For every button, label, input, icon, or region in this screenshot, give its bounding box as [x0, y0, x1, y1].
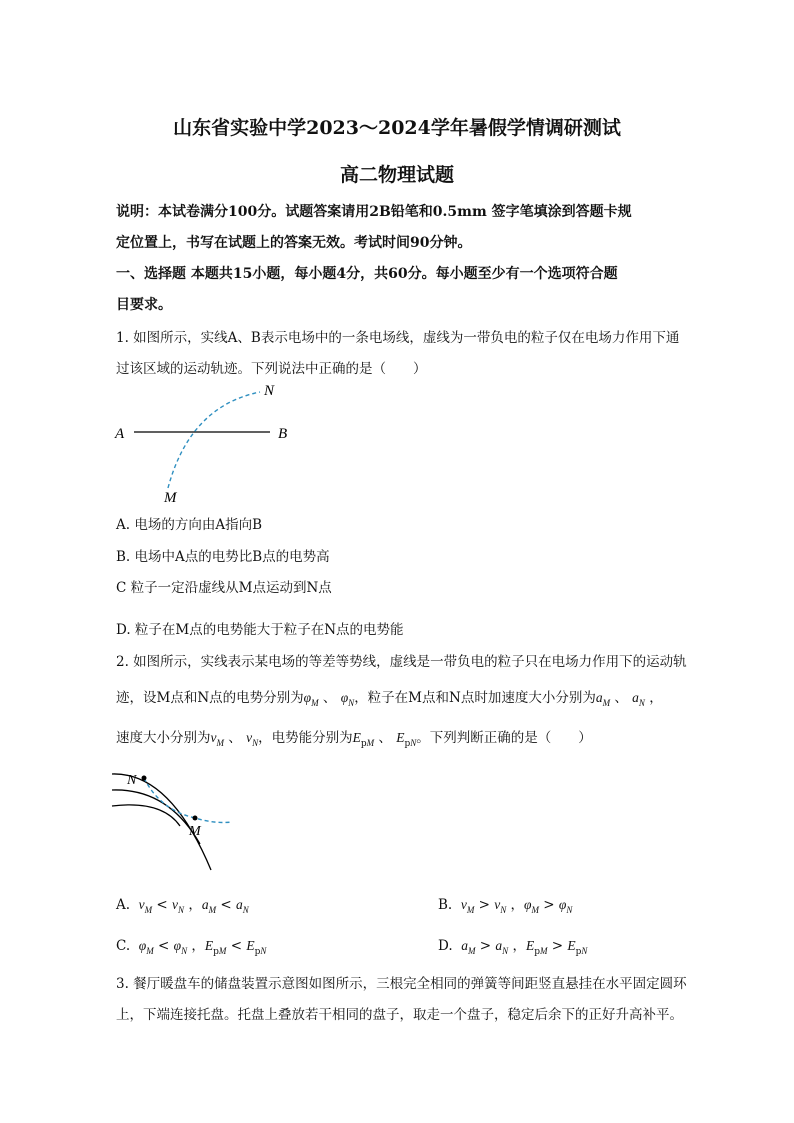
equipotential-line-1	[112, 774, 211, 870]
q1-option-b: B. 电场中A点的电势比B点的电势高	[116, 549, 330, 565]
label-m: M	[189, 824, 201, 839]
q1-stem-line-1: 1. 如图所示，实线A、B表示电场中的一条电场线，虚线为一带负电的粒子仅在电场力作用下通	[116, 330, 680, 346]
q1-option-d: D. 粒子在M点的电势能大于粒子在N点的电势能	[116, 622, 404, 638]
q2-stem-3b: ，电势能分别为	[258, 730, 353, 746]
q2-stem-line-3: 速度大小分别为$v_M$ 、 $v_N$，电势能分别为$E_{pM}$ 、 $E_{pN}$。下列判断正确的是（ ）	[116, 730, 592, 749]
q2-stem-2b: ，粒子在M点和N点时加速度大小分别为	[354, 690, 596, 706]
q1-option-a: A. 电场的方向由A指向B	[116, 517, 263, 533]
exam-title: 山东省实验中学2023～2024学年暑假学情调研测试	[173, 117, 621, 139]
equipotential-line-2	[112, 790, 200, 844]
q3-stem-line-2: 上，下端连接托盘。托盘上叠放若干相同的盘子，取走一个盘子，稳定后余下的正好升高补平。	[116, 1007, 683, 1023]
particle-trajectory	[168, 392, 260, 488]
exam-subtitle: 高二物理试题	[339, 164, 454, 186]
q2-option-c: C. $\varphi_M < \varphi_N$ ，$E_{pM} < E_{pN}$	[116, 938, 267, 957]
q1-stem-line-2: 过该区域的运动轨迹。下列说法中正确的是（ ）	[116, 361, 427, 377]
q2-equipotential-figure	[110, 760, 230, 875]
label-b: B	[278, 426, 288, 442]
q3-stem-line-1: 3. 餐厅暖盘车的储盘装置示意图如图所示，三根完全相同的弹簧等间距竖直悬挂在水平固定圆环	[116, 976, 687, 992]
q2-option-a: A. $v_M < v_N$ ，$a_M < a_N$	[116, 897, 249, 915]
label-n: N	[264, 383, 275, 399]
section-heading-line-2: 目要求。	[116, 297, 172, 313]
q2-option-b: B. $v_M > v_N$ ，$\varphi_M > \varphi_N$	[438, 897, 573, 915]
instructions-line-2: 定位置上，书写在试题上的答案无效。考试时间90分钟。	[116, 235, 472, 251]
q1-field-line-figure	[110, 378, 310, 508]
q2-option-d: D. $a_M > a_N$ ，$E_{pM} > E_{pN}$	[438, 938, 588, 957]
q2-stem-line-2: 迹，设M点和N点的电势分别为$\varphi_M$ 、 $\varphi_N$，粒子在M点和N点时加速度大小分别为$a_M$ 、 $a_N$ ，	[116, 690, 663, 708]
label-m: M	[164, 490, 177, 506]
instructions-line-1: 说明：本试卷满分100分。试题答案请用2B铅笔和0.5mm 签字笔填涂到答题卡规	[116, 204, 632, 220]
label-n: N	[127, 773, 137, 788]
point-n	[142, 776, 147, 781]
q2-stem-line-1: 2. 如图所示，实线表示某电场的等差等势线，虚线是一带负电的粒子只在电场力作用下的运动轨	[116, 654, 687, 670]
q2-stem-3c: 。下列判断正确的是（ ）	[416, 730, 592, 746]
section-heading-line-1: 一、选择题 本题共15小题，每小题4分，共60分。每小题至少有一个选项符合题	[116, 266, 618, 282]
point-m	[193, 816, 198, 821]
q2-stem-2a: 迹，设M点和N点的电势分别为	[116, 690, 304, 706]
label-a: A	[115, 426, 125, 442]
q1-option-c: C 粒子一定沿虚线从M点运动到N点	[116, 580, 332, 596]
q2-stem-3a: 速度大小分别为	[116, 730, 211, 746]
